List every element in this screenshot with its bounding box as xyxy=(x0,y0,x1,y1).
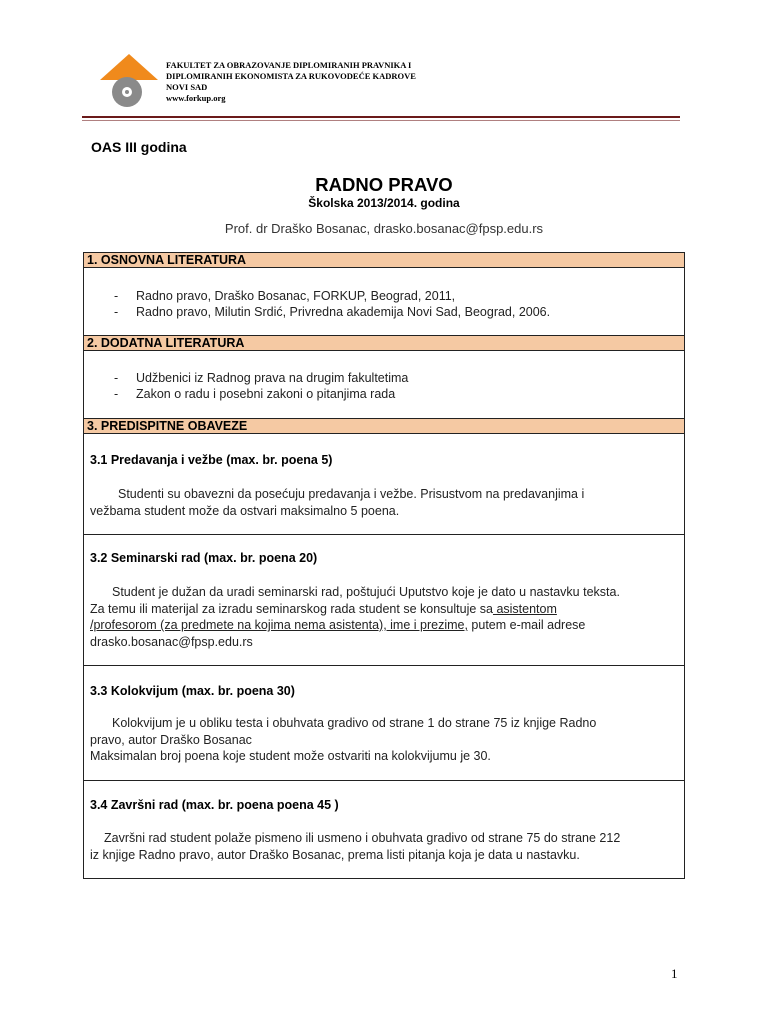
section-header-3: 3. PREDISPITNE OBAVEZE xyxy=(84,418,684,434)
institution-name xyxy=(166,60,416,104)
institution-line: FAKULTET ZA OBRAZOVANJE DIPLOMIRANIH PRAVNIKA I xyxy=(166,60,412,70)
section-header-1: 1. OSNOVNA LITERATURA xyxy=(84,252,684,268)
paragraph-line: Završni rad student polaže pismeno ili usmeno i obuhvata gradivo od strane 75 do strane 212 xyxy=(104,831,621,845)
paragraph-line: vežbama student može da ostvari maksimalno 5 poena. xyxy=(90,503,400,518)
header-rule xyxy=(82,116,680,118)
syllabus-table xyxy=(83,252,685,879)
list-item: - Radno pravo, Milutin Srdić, Privredna akademija Novi Sad, Beograd, 2006. xyxy=(114,305,551,319)
page-number: 1 xyxy=(671,966,678,981)
institution-line: DIPLOMIRANIH EKONOMISTA ZA RUKOVODEĆE KADROVE xyxy=(166,71,416,81)
paragraph-line: pravo, autor Draško Bosanac xyxy=(90,732,252,747)
paragraph-line: Student je dužan da uradi seminarski rad, poštujući Uputstvo koje je dato u nastavku teksta. xyxy=(112,585,620,599)
paragraph-line: Za temu ili materijal za izradu seminarskog rada student se konsultuje sa asistentom xyxy=(90,601,557,616)
paragraph-line: iz knjige Radno pravo, autor Draško Bosanac, prema listi pitanja koja je data u nastavku. xyxy=(90,847,580,862)
divider xyxy=(84,665,684,666)
page-title: RADNO PRAVO xyxy=(315,174,453,195)
professor-line: Prof. dr Draško Bosanac, drasko.bosanac@fpsp.edu.rs xyxy=(224,221,544,236)
subsection-text-3-1 xyxy=(90,486,680,519)
email-address: drasko.bosanac@fpsp.edu.rs xyxy=(90,634,253,649)
subsection-text-3-3 xyxy=(90,715,680,765)
list-item: - Zakon o radu i posebni zakoni o pitanjima rada xyxy=(114,387,396,401)
subsection-title-3-4: 3.4 Završni rad (max. br. poena poena 45 ) xyxy=(90,798,339,812)
divider xyxy=(84,534,684,535)
header-rule-thin xyxy=(82,120,680,121)
subsection-text-3-2 xyxy=(90,584,680,650)
subsection-text-3-4 xyxy=(90,830,680,863)
website-link[interactable]: www.forkup.org xyxy=(166,93,226,103)
list-item: - Radno pravo, Draško Bosanac, FORKUP, Beograd, 2011, xyxy=(114,289,456,303)
institution-line: NOVI SAD xyxy=(166,82,208,92)
subsection-title-3-1: 3.1 Predavanja i vežbe (max. br. poena 5) xyxy=(90,453,333,467)
paragraph-line: Kolokvijum je u obliku testa i obuhvata gradivo od strane 1 do strane 75 iz knjige Radno xyxy=(112,716,597,730)
subsection-title-3-3: 3.3 Kolokvijum (max. br. poena 30) xyxy=(90,684,295,698)
paragraph-line: /profesorom (za predmete na kojima nema asistenta), ime i prezime, putem e-mail adrese xyxy=(90,618,586,632)
letterhead xyxy=(98,52,688,112)
year-label: OAS III godina xyxy=(91,139,187,155)
list-item: - Udžbenici iz Radnog prava na drugim fakultetima xyxy=(114,371,409,385)
section-header-2: 2. DODATNA LITERATURA xyxy=(84,335,684,351)
school-year: Školska 2013/2014. godina xyxy=(308,196,460,210)
forkup-logo-icon xyxy=(98,52,160,110)
paragraph-line: Maksimalan broj poena koje student može ostvariti na kolokvijumu je 30. xyxy=(90,749,491,763)
paragraph-line: Studenti su obavezni da posećuju predavanja i vežbe. Prisustvom na predavanjima i xyxy=(118,487,585,501)
subsection-title-3-2: 3.2 Seminarski rad (max. br. poena 20) xyxy=(90,551,318,565)
divider xyxy=(84,780,684,781)
